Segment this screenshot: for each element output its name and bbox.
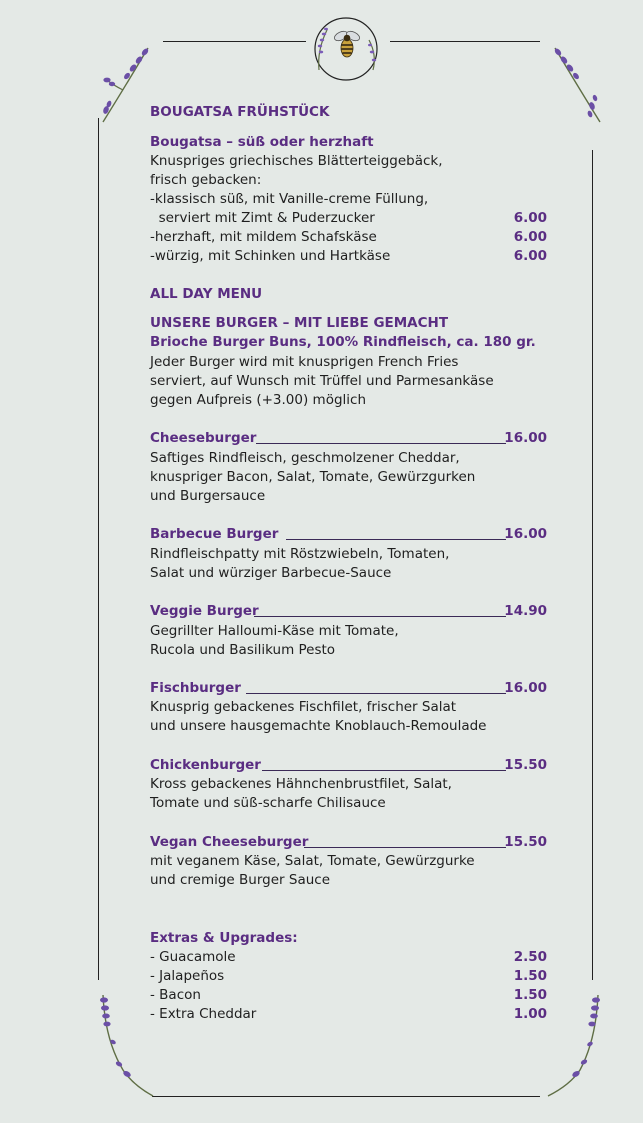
bougatsa-title: Bougatsa – süß oder herzhaft: [150, 134, 374, 150]
extras-label: - Guacamole: [150, 949, 236, 965]
menu-item-vegan-cheeseburger: [150, 833, 550, 851]
item-desc-line: Rindfleischpatty mit Röstzwiebeln, Tomaten,: [150, 546, 450, 562]
extras-price: 1.00: [513, 1006, 547, 1022]
extras-item: [150, 948, 550, 966]
item-name: Fischburger: [150, 680, 241, 696]
breakfast-heading: BOUGATSA FRÜHSTÜCK: [150, 104, 330, 120]
bougatsa-option: [150, 209, 550, 227]
burger-intro-line: serviert, auf Wunsch mit Trüffel und Parmesankäse: [150, 373, 494, 389]
option-price: 6.00: [513, 248, 547, 264]
frame-bottom-line: [152, 1096, 540, 1097]
bee-logo-icon: [307, 10, 385, 88]
burger-intro-line: Jeder Burger wird mit knusprigen French Fries: [150, 354, 459, 370]
item-price: 16.00: [504, 680, 547, 696]
allday-heading: ALL DAY MENU: [150, 286, 263, 302]
menu-item-cheeseburger: [150, 429, 550, 447]
extras-label: - Bacon: [150, 987, 201, 1003]
item-name: Cheeseburger: [150, 430, 257, 446]
item-name: Veggie Burger: [150, 603, 259, 619]
option-label: serviert mit Zimt & Puderzucker: [150, 210, 375, 226]
leader-line: [254, 616, 506, 617]
leader-line: [262, 770, 506, 771]
burger-intro-line: gegen Aufpreis (+3.00) möglich: [150, 392, 366, 408]
lavender-sprig-icon: [540, 990, 610, 1100]
extras-heading: Extras & Upgrades:: [150, 930, 298, 946]
item-price: 15.50: [504, 757, 547, 773]
item-name: Vegan Cheeseburger: [150, 834, 309, 850]
extras-item: [150, 967, 550, 985]
option-label: -würzig, mit Schinken und Hartkäse: [150, 248, 391, 264]
burger-section-subtitle: Brioche Burger Buns, 100% Rindfleisch, ca. 180 gr.: [150, 334, 536, 350]
item-name: Barbecue Burger: [150, 526, 279, 542]
item-desc-line: Kross gebackenes Hähnchenbrustfilet, Salat,: [150, 776, 452, 792]
extras-price: 2.50: [513, 949, 547, 965]
extras-price: 1.50: [513, 968, 547, 984]
lavender-sprig-icon: [540, 40, 610, 130]
item-desc-line: Saftiges Rindfleisch, geschmolzener Cheddar,: [150, 450, 460, 466]
option-price: 6.00: [513, 210, 547, 226]
item-desc-line: knuspriger Bacon, Salat, Tomate, Gewürzgurken: [150, 469, 476, 485]
item-price: 16.00: [504, 430, 547, 446]
menu-item-veggie-burger: [150, 602, 550, 620]
item-price: 14.90: [504, 603, 547, 619]
item-desc-line: Tomate und süß-scharfe Chilisauce: [150, 795, 386, 811]
item-desc-line: und Burgersauce: [150, 488, 266, 504]
frame-top-right-line: [390, 41, 540, 42]
item-desc-line: mit veganem Käse, Salat, Tomate, Gewürzgurke: [150, 853, 475, 869]
extras-label: - Extra Cheddar: [150, 1006, 257, 1022]
extras-item: [150, 1005, 550, 1023]
bougatsa-desc-line: frisch gebacken:: [150, 172, 262, 188]
leader-line: [304, 847, 506, 848]
extras-label: - Jalapeños: [150, 968, 225, 984]
item-desc-line: und cremige Burger Sauce: [150, 872, 330, 888]
leader-line: [286, 539, 506, 540]
menu-item-fischburger: [150, 679, 550, 697]
item-price: 16.00: [504, 526, 547, 542]
frame-top-left-line: [163, 41, 306, 42]
menu-item-chickenburger: [150, 756, 550, 774]
item-desc-line: und unsere hausgemachte Knoblauch-Remoulade: [150, 718, 487, 734]
frame-right-line: [592, 150, 593, 980]
burger-section-heading: UNSERE BURGER – MIT LIEBE GEMACHT: [150, 315, 449, 331]
extras-price: 1.50: [513, 987, 547, 1003]
bougatsa-desc-line: -klassisch süß, mit Vanille-creme Füllung,: [150, 191, 429, 207]
bougatsa-option: [150, 228, 550, 246]
leader-line: [246, 693, 506, 694]
item-desc-line: Gegrillter Halloumi-Käse mit Tomate,: [150, 623, 399, 639]
extras-item: [150, 986, 550, 1004]
menu-item-barbecue-burger: [150, 525, 550, 543]
leader-line: [256, 443, 506, 444]
item-name: Chickenburger: [150, 757, 261, 773]
item-desc-line: Salat und würziger Barbecue-Sauce: [150, 565, 392, 581]
option-label: -herzhaft, mit mildem Schafskäse: [150, 229, 377, 245]
item-desc-line: Knusprig gebackenes Fischfilet, frischer Salat: [150, 699, 457, 715]
option-price: 6.00: [513, 229, 547, 245]
item-price: 15.50: [504, 834, 547, 850]
item-desc-line: Rucola und Basilikum Pesto: [150, 642, 336, 658]
frame-left-line: [98, 118, 99, 980]
bougatsa-desc-line: Knuspriges griechisches Blätterteiggebäck,: [150, 153, 443, 169]
bougatsa-option: [150, 247, 550, 265]
